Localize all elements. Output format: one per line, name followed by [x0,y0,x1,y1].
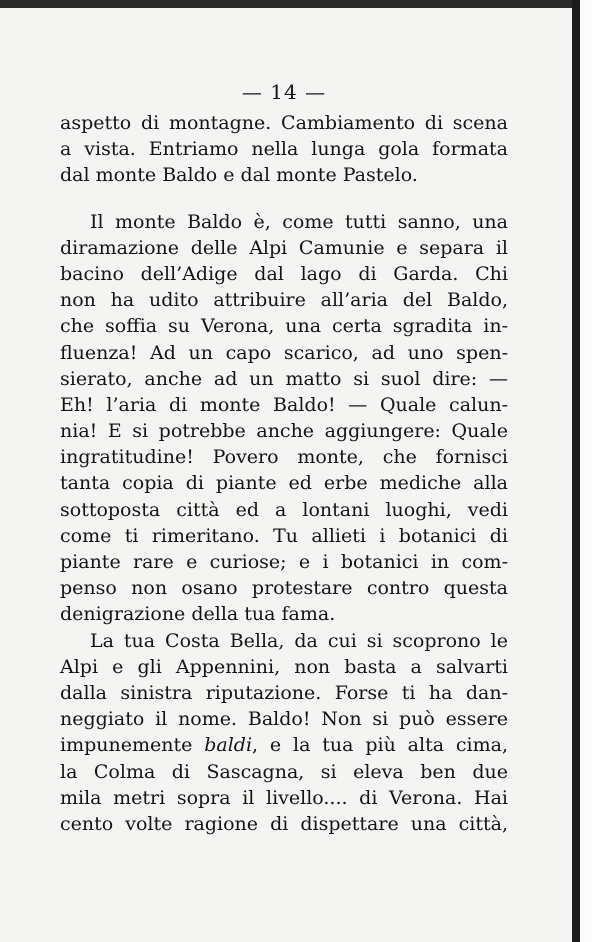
text-line: cento volte ragione di dispettare una città, [60,812,508,835]
paragraph-gap [60,189,508,209]
text-line: aspetto di montagne. Cambiamento di scena [60,112,508,134]
italic-word: baldi [204,734,253,757]
text-line: piante rare e curiose; e i botanici in com- [60,551,508,573]
text-line: non ha udito attribuire all’aria del Baldo, [60,289,508,312]
page-number: — 14 — [241,80,327,104]
text-line: come ti rimeritano. Tu allieti i botanici di [60,524,508,547]
text-line: a vista. Entriamo nella lunga gola formata [60,138,508,161]
text-block [60,80,508,837]
text-line-with-italic [60,732,508,758]
page-edge [580,0,592,942]
text-line: dal monte Baldo e dal monte Pastelo. [60,164,418,187]
text-line: mila metri sopra il livello.... di Verona. Hai [60,786,508,809]
binding-shadow [572,0,580,942]
text-line: diramazione delle Alpi Camunie e separa il [60,236,508,259]
text-line: sottoposta città ed a lontani luoghi, vedi [60,498,508,521]
text-line: sierato, anche ad un matto si suol dire: — [60,367,508,390]
text-line: Alpi e gli Appennini, non basta a salvarti [60,655,508,678]
text-line: che soffia su Verona, una certa sgradita in- [60,315,508,338]
paragraph-2 [60,209,508,628]
text-line: Il monte Baldo è, come tutti sanno, una [90,210,508,233]
text-line: penso non osano protestare contro questa [60,577,508,600]
text-line: tanta copia di piante ed erbe mediche alla [60,472,508,495]
text-line: La tua Costa Bella, da cui si scoprono le [90,629,508,652]
text-segment: , e la tua più alta cima, [252,734,509,757]
paragraph-3 [60,628,508,838]
text-line: bacino dell’Adige dal lago di Garda. Chi [60,262,508,285]
text-line: ingratitudine! Povero monte, che fornisci [60,446,508,469]
text-line: dalla sinistra riputazione. Forse ti ha dan- [60,681,508,704]
text-segment: impunemente [60,734,205,757]
page-top-shadow [0,0,572,8]
text-line: Eh! l’aria di monte Baldo! — Quale calun- [60,393,508,416]
text-line: fluenza! Ad un capo scarico, ad uno spen- [60,341,508,364]
paragraph-1 [60,110,508,189]
text-line: denigrazione della tua fama. [60,603,336,626]
text-line: nia! E si potrebbe anche aggiungere: Quale [60,420,508,443]
text-line: la Colma di Sascagna, si eleva ben due [60,760,508,783]
text-line: neggiato il nome. Baldo! Non si può essere [60,708,508,731]
